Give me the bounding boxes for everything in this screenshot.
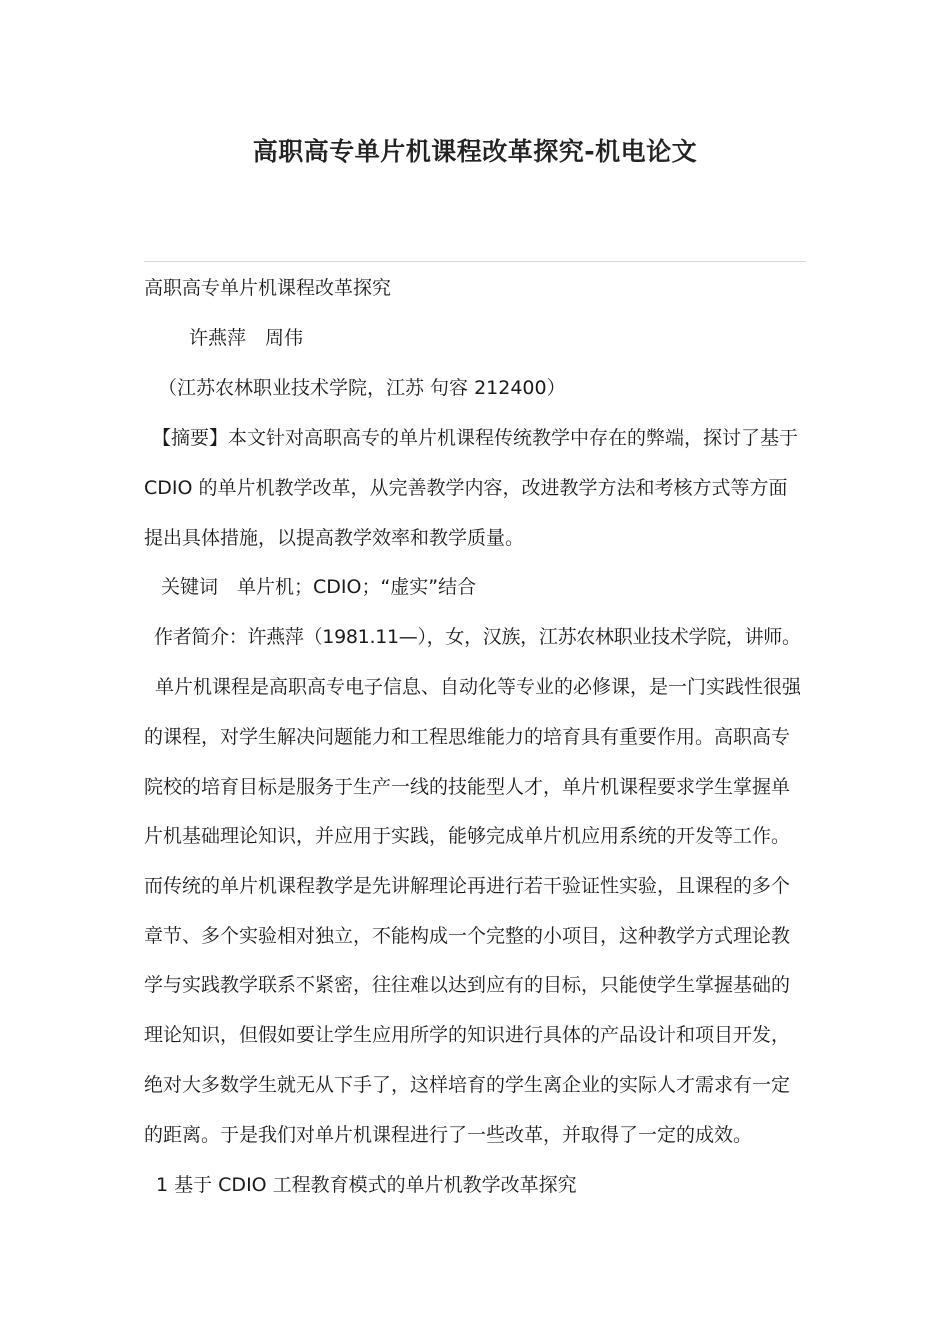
title-divider [144, 261, 806, 262]
abstract-line: CDIO 的单片机教学改革，从完善教学内容，改进教学方法和考核方式等方面 [144, 477, 788, 499]
body-line: 院校的培育目标是服务于生产一线的技能型人才，单片机课程要求学生掌握单 [144, 776, 791, 798]
author-bio: 作者简介：许燕萍（1981.11—），女，汉族，江苏农林职业技术学院，讲师。 [154, 626, 801, 648]
body-line: 学与实践教学联系不紧密，往往难以达到应有的目标，只能使学生掌握基础的 [144, 974, 791, 996]
abstract-line: 提出具体措施，以提高教学效率和教学质量。 [144, 527, 525, 549]
body-line: 单片机课程是高职高专电子信息、自动化等专业的必修课，是一门实践性很强 [155, 676, 802, 698]
keywords-line: 关键词 单片机；CDIO；“虚实”结合 [161, 576, 477, 598]
body-line: 理论知识，但假如要让学生应用所学的知识进行具体的产品设计和项目开发， [144, 1024, 791, 1046]
section-heading: 1 基于 CDIO 工程教育模式的单片机教学改革探究 [156, 1174, 577, 1196]
document-title: 高职高专单片机课程改革探究-机电论文 [252, 137, 698, 166]
author-names: 许燕萍 周伟 [189, 327, 304, 349]
author-affiliation: （江苏农林职业技术学院，江苏 句容 212400） [158, 377, 566, 399]
body-line: 绝对大多数学生就无从下手了，这样培育的学生离企业的实际人才需求有一定 [144, 1074, 791, 1096]
body-line: 的距离。于是我们对单片机课程进行了一些改革，并取得了一定的成效。 [144, 1124, 753, 1146]
body-line: 章节、多个实验相对独立，不能构成一个完整的小项目，这种教学方式理论教 [144, 925, 791, 947]
body-line: 片机基础理论知识，并应用于实践，能够完成单片机应用系统的开发等工作。 [144, 825, 791, 847]
body-line: 的课程，对学生解决问题能力和工程思维能力的培育具有重要作用。高职高专 [144, 726, 791, 748]
body-line: 而传统的单片机课程教学是先讲解理论再进行若干验证性实验，且课程的多个 [144, 875, 791, 897]
paper-heading: 高职高专单片机课程改革探究 [144, 277, 392, 299]
abstract-line: 【摘要】本文针对高职高专的单片机课程传统教学中存在的弊端，探讨了基于 [152, 427, 799, 449]
